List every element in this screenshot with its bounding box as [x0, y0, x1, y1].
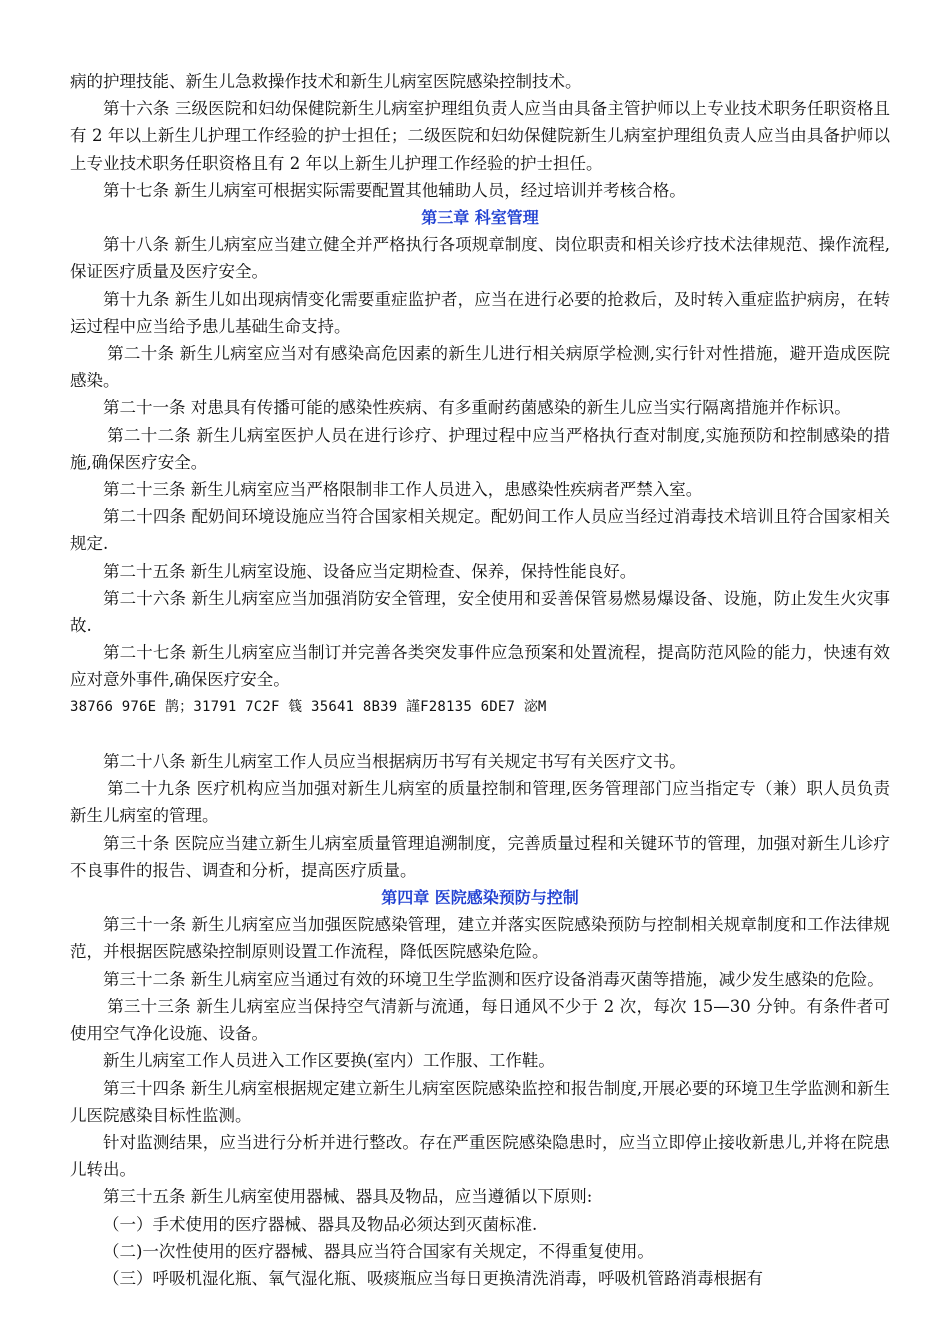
article-paragraph: 第十八条 新生儿病室应当建立健全并严格执行各项规章制度、岗位职责和相关诊疗技术法律规范、操作流程,保证医疗质量及医疗安全。: [70, 235, 890, 282]
article-paragraph: 第十七条 新生儿病室可根据实际需要配置其他辅助人员，经过培训并考核合格。: [103, 180, 686, 200]
article-paragraph: 新生儿病室工作人员进入工作区要换(室内）工作服、工作鞋。: [103, 1051, 555, 1071]
article-paragraph: （三）呼吸机湿化瓶、氧气湿化瓶、吸痰瓶应当每日更换清洗消毒，呼吸机管路消毒根据有: [103, 1268, 763, 1288]
article-paragraph: 第二十四条 配奶间环境设施应当符合国家相关规定。配奶间工作人员应当经过消毒技术培训且符合国家相关规定.: [70, 507, 890, 554]
article-paragraph: 第三十三条 新生儿病室应当保持空气清新与流通，每日通风不少于 2 次，每次 15—30 分钟。有条件者可使用空气净化设施、设备。: [70, 996, 890, 1044]
article-paragraph: 针对监测结果，应当进行分析并进行整改。存在严重医院感染隐患时，应当立即停止接收新患儿,并将在院患儿转出。: [70, 1132, 890, 1180]
article-paragraph: 第三十四条 新生儿病室根据规定建立新生儿病室医院感染监控和报告制度,开展必要的环境卫生学监测和新生儿医院感染目标性监测。: [70, 1078, 890, 1125]
article-paragraph: 第二十八条 新生儿病室工作人员应当根据病历书写有关规定书写有关医疗文书。: [103, 752, 686, 772]
article-paragraph: 第二十七条 新生儿病室应当制订并完善各类突发事件应急预案和处置流程，提高防范风险的能力，快速有效应对意外事件,确保医疗安全。: [70, 643, 890, 690]
article-paragraph: 第三十条 医院应当建立新生儿病室质量管理追溯制度，完善质量过程和关键环节的管理，加强对新生儿诊疗不良事件的报告、调查和分析，提高医疗质量。: [70, 833, 890, 880]
garbled-code-line: 38766 976E 鹊；31791 7C2F 篯 35641 8B39 謹F28135 6DE7 淧M: [70, 698, 547, 715]
article-paragraph: （二)一次性使用的医疗器械、器具应当符合国家有关规定，不得重复使用。: [103, 1241, 654, 1261]
article-paragraph: 第二十三条 新生儿病室应当严格限制非工作人员进入，患感染性疾病者严禁入室。: [103, 480, 703, 500]
document-page: [70, 68, 890, 1292]
article-paragraph: 第三十一条 新生儿病室应当加强医院感染管理，建立并落实医院感染预防与控制相关规章制度和工作法律规范，并根据医院感染控制原则设置工作流程，降低医院感染危险。: [70, 915, 890, 962]
article-paragraph: 第二十九条 医疗机构应当加强对新生儿病室的质量控制和管理,医务管理部门应当指定专（兼）职人员负责新生儿病室的管理。: [70, 779, 890, 826]
article-paragraph: 第十九条 新生儿如出现病情变化需要重症监护者，应当在进行必要的抢救后，及时转入重症监护病房，在转运过程中应当给予患儿基础生命支持。: [70, 289, 890, 336]
chapter-heading: 第三章 科室管理: [421, 208, 539, 228]
article-paragraph: 第三十二条 新生儿病室应当通过有效的环境卫生学监测和医疗设备消毒灭菌等措施，减少发生感染的危险。: [103, 969, 884, 989]
article-paragraph: 第三十五条 新生儿病室使用器械、器具及物品，应当遵循以下原则:: [103, 1187, 593, 1207]
article-paragraph: 第二十二条 新生儿病室医护人员在进行诊疗、护理过程中应当严格执行查对制度,实施预防和控制感染的措施,确保医疗安全。: [70, 425, 890, 472]
article-paragraph: 第二十六条 新生儿病室应当加强消防安全管理，安全使用和妥善保管易燃易爆设备、设施，防止发生火灾事故.: [70, 588, 890, 636]
article-paragraph: 第二十一条 对患具有传播可能的感染性疾病、有多重耐药菌感染的新生儿应当实行隔离措施并作标识。: [103, 398, 851, 418]
article-paragraph: 第十六条 三级医院和妇幼保健院新生儿病室护理组负责人应当由具备主管护师以上专业技术职务任职资格且有 2 年以上新生儿护理工作经验的护士担任；二级医院和妇幼保健院新生儿病室护理组负责人应当由具备护师以上专业技术职务任职资格且有 2 年以上新生儿护理工作经验的护士担任。: [70, 99, 890, 173]
article-paragraph: 第二十五条 新生儿病室设施、设备应当定期检查、保养，保持性能良好。: [103, 561, 637, 581]
article-paragraph: 病的护理技能、新生儿急救操作技术和新生儿病室医院感染控制技术。: [70, 72, 582, 91]
article-paragraph: （一）手术使用的医疗器械、器具及物品必须达到灭菌标准.: [103, 1214, 538, 1234]
article-paragraph: 第二十条 新生儿病室应当对有感染高危因素的新生儿进行相关病原学检测,实行针对性措施，避开造成医院感染。: [70, 344, 890, 391]
blank-line: [70, 721, 890, 748]
chapter-heading: 第四章 医院感染预防与控制: [381, 888, 579, 908]
